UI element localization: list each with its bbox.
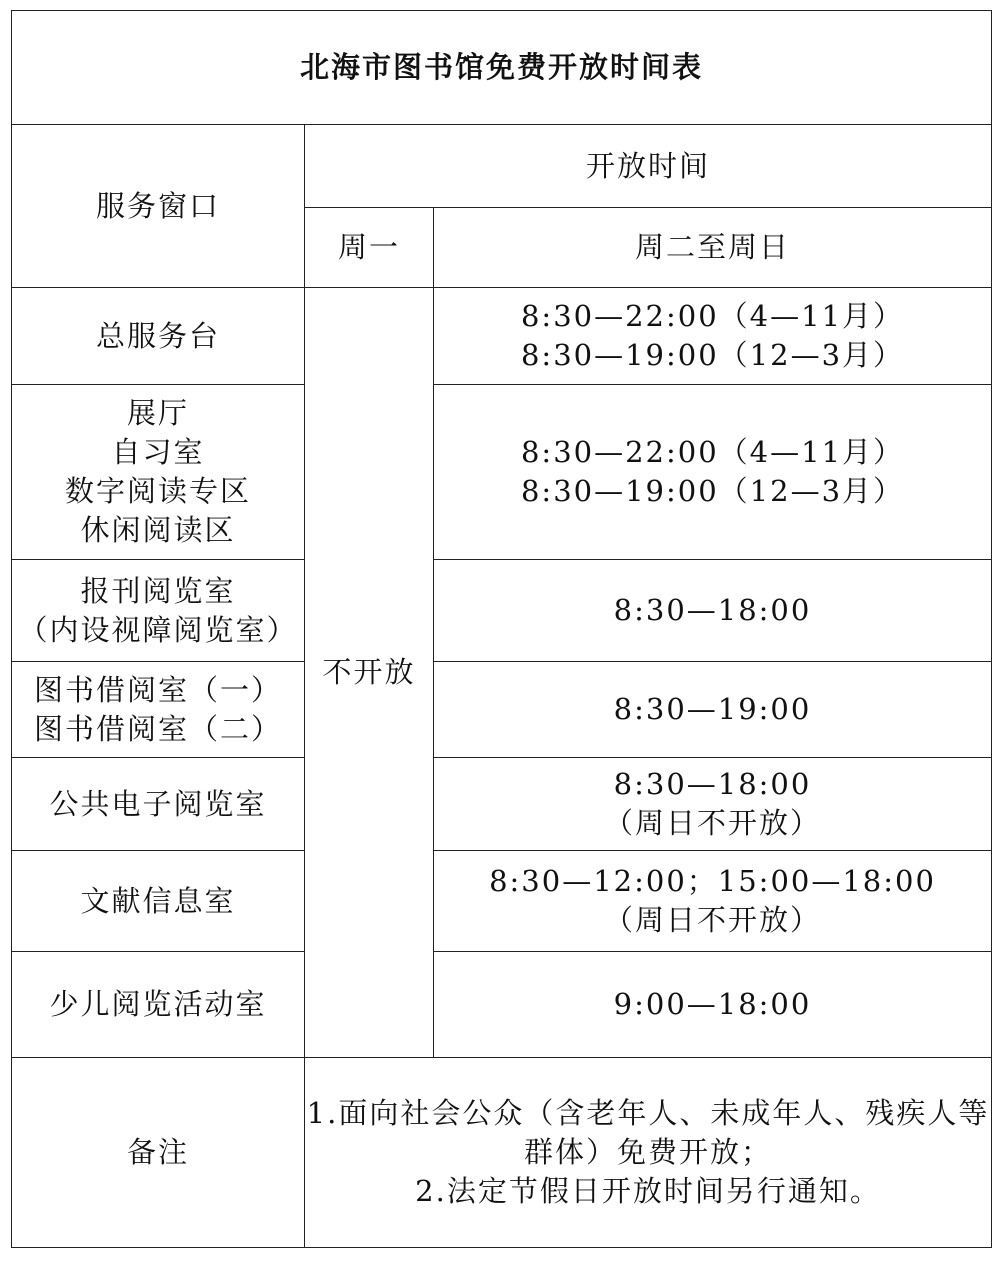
window-cell xyxy=(12,385,305,560)
window-name: （内设视障阅览室） xyxy=(18,612,298,647)
hours-line: 8:30—19:00 xyxy=(613,692,812,726)
window-name: 总服务台 xyxy=(95,318,220,353)
window-name: 休闲阅读区 xyxy=(80,513,236,547)
hours-cell xyxy=(434,288,992,385)
hours-line: 8:30—22:00（4—11月） xyxy=(520,299,905,333)
hours-line: 8:30—18:00 xyxy=(613,593,812,627)
window-name: 数字阅读专区 xyxy=(64,474,251,508)
window-name: 展厅 xyxy=(126,396,189,430)
window-name: 自习室 xyxy=(111,435,205,469)
hours-line: 8:30—19:00（12—3月） xyxy=(520,338,905,372)
window-name: 文献信息室 xyxy=(80,883,236,918)
table-row xyxy=(12,758,992,851)
hours-cell xyxy=(434,758,992,851)
table-row xyxy=(12,560,992,662)
page-title: 北海市图书馆免费开放时间表 xyxy=(12,11,992,125)
table-row xyxy=(12,288,992,385)
hours-line: （周日不开放） xyxy=(603,903,821,937)
remarks-row xyxy=(12,1058,992,1248)
window-name: 公共电子阅览室 xyxy=(49,786,267,821)
window-cell xyxy=(12,662,305,758)
hours-line: 8:30—22:00（4—11月） xyxy=(520,435,905,469)
window-name: 图书借阅室（二） xyxy=(33,711,282,746)
remark-line: 2.法定节假日开放时间另行通知。 xyxy=(415,1174,881,1208)
remark-line: 1.面向社会公众（含老年人、未成年人、残疾人等群体）免费开放； xyxy=(306,1096,990,1169)
window-cell xyxy=(12,851,305,952)
monday-status: 不开放 xyxy=(305,288,434,1058)
hours-line: 8:30—19:00（12—3月） xyxy=(520,474,905,508)
table-row xyxy=(12,851,992,952)
table-row xyxy=(12,662,992,758)
window-cell xyxy=(12,758,305,851)
window-name: 图书借阅室（一） xyxy=(33,672,282,707)
window-cell xyxy=(12,952,305,1058)
table-row xyxy=(12,385,992,560)
hours-cell xyxy=(434,385,992,560)
remarks-label: 备注 xyxy=(12,1058,305,1248)
opening-hours-table xyxy=(11,10,992,1248)
hours-line: 9:00—18:00 xyxy=(613,987,812,1021)
remarks-text xyxy=(305,1058,992,1248)
service-window-header: 服务窗口 xyxy=(12,125,305,288)
open-time-header: 开放时间 xyxy=(305,125,992,208)
window-name: 少儿阅览活动室 xyxy=(49,987,267,1021)
monday-header: 周一 xyxy=(305,208,434,288)
hours-cell xyxy=(434,560,992,662)
table-row xyxy=(12,952,992,1058)
window-cell xyxy=(12,288,305,385)
hours-cell xyxy=(434,952,992,1058)
window-name: 报刊阅览室 xyxy=(80,573,236,608)
hours-line: （周日不开放） xyxy=(603,806,821,840)
hours-line: 8:30—12:00；15:00—18:00 xyxy=(489,864,936,898)
tue-sun-header: 周二至周日 xyxy=(434,208,992,288)
hours-cell xyxy=(434,851,992,952)
hours-line: 8:30—18:00 xyxy=(613,767,812,801)
hours-cell xyxy=(434,662,992,758)
window-cell xyxy=(12,560,305,662)
